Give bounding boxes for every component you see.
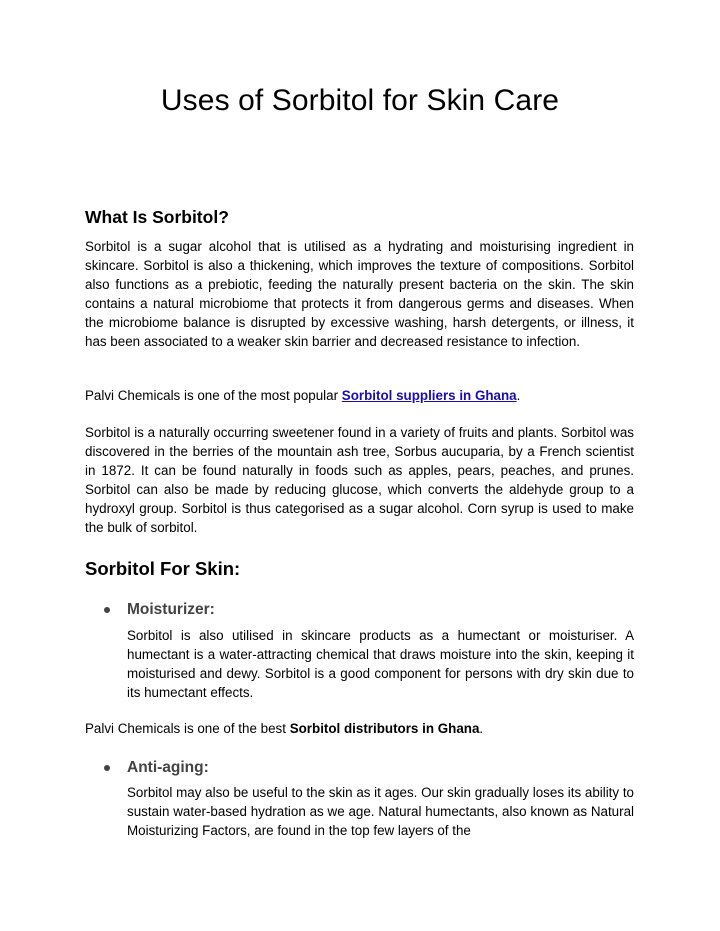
sorbitol-suppliers-link[interactable]: Sorbitol suppliers in Ghana bbox=[341, 388, 517, 403]
section-heading-sorbitol-for-skin: Sorbitol For Skin: bbox=[85, 558, 241, 579]
promo-text-prefix: Palvi Chemicals is one of the most popular bbox=[85, 388, 342, 403]
sorbitol-distributors-text: Sorbitol distributors in Ghana bbox=[289, 721, 480, 736]
promo2-text-suffix: . bbox=[479, 721, 484, 736]
paragraph-distributor-promo bbox=[85, 719, 634, 738]
list-item-anti-aging bbox=[104, 759, 209, 777]
paragraph-history: Sorbitol is a naturally occurring sweetener found in a variety of fruits and plants. Sorbitol was discovered in the berries of the mountain ash tree, Sorbus aucuparia, by a French scientist in 1872. It can be found naturally in foods such as apples, pears, peaches, and prunes. Sorbitol can also be made by reducing glucose, which converts the aldehyde group to a hydroxyl group. Sorbitol is thus categorised as a sugar alcohol. Corn syrup is used to make the bulk of sorbitol. bbox=[85, 425, 634, 535]
subheading-moisturizer: Moisturizer: bbox=[127, 601, 215, 618]
subheading-anti-aging: Anti-aging: bbox=[127, 759, 209, 776]
promo2-text-prefix: Palvi Chemicals is one of the best bbox=[85, 721, 290, 736]
promo-text-suffix: . bbox=[516, 388, 521, 403]
paragraph-intro: Sorbitol is a sugar alcohol that is utilised as a hydrating and moisturising ingredient in skincare. Sorbitol is also a thickening, which improves the texture of compositions. Sorbitol also functions as a prebiotic, feeding the naturally present bacteria on the skin. The skin contains a natural microbiome that protects it from dangerous germs and diseases. When the microbiome balance is disrupted by excessive washing, harsh detergents, or illness, it has been associated to a weaker skin barrier and decreased resistance to infection. bbox=[85, 239, 634, 349]
list-item-moisturizer bbox=[104, 601, 215, 619]
section-heading-what-is-sorbitol: What Is Sorbitol? bbox=[85, 207, 229, 227]
paragraph-supplier-promo bbox=[85, 386, 634, 405]
bullet-icon bbox=[104, 607, 110, 613]
bullet-icon bbox=[104, 765, 110, 771]
paragraph-moisturizer: Sorbitol is also utilised in skincare products as a humectant or moisturiser. A humectant is a water-attracting chemical that draws moisture into the skin, keeping it moisturised and dewy. Sorbitol is a good component for persons with dry skin due to its humectant effects. bbox=[127, 628, 634, 700]
paragraph-anti-aging: Sorbitol may also be useful to the skin as it ages. Our skin gradually loses its ability to sustain water-based hydration as we age. Natural humectants, also known as Natural Moisturizing Factors, are found in the top few layers of the bbox=[127, 785, 634, 838]
page-title: Uses of Sorbitol for Skin Care bbox=[160, 84, 560, 117]
